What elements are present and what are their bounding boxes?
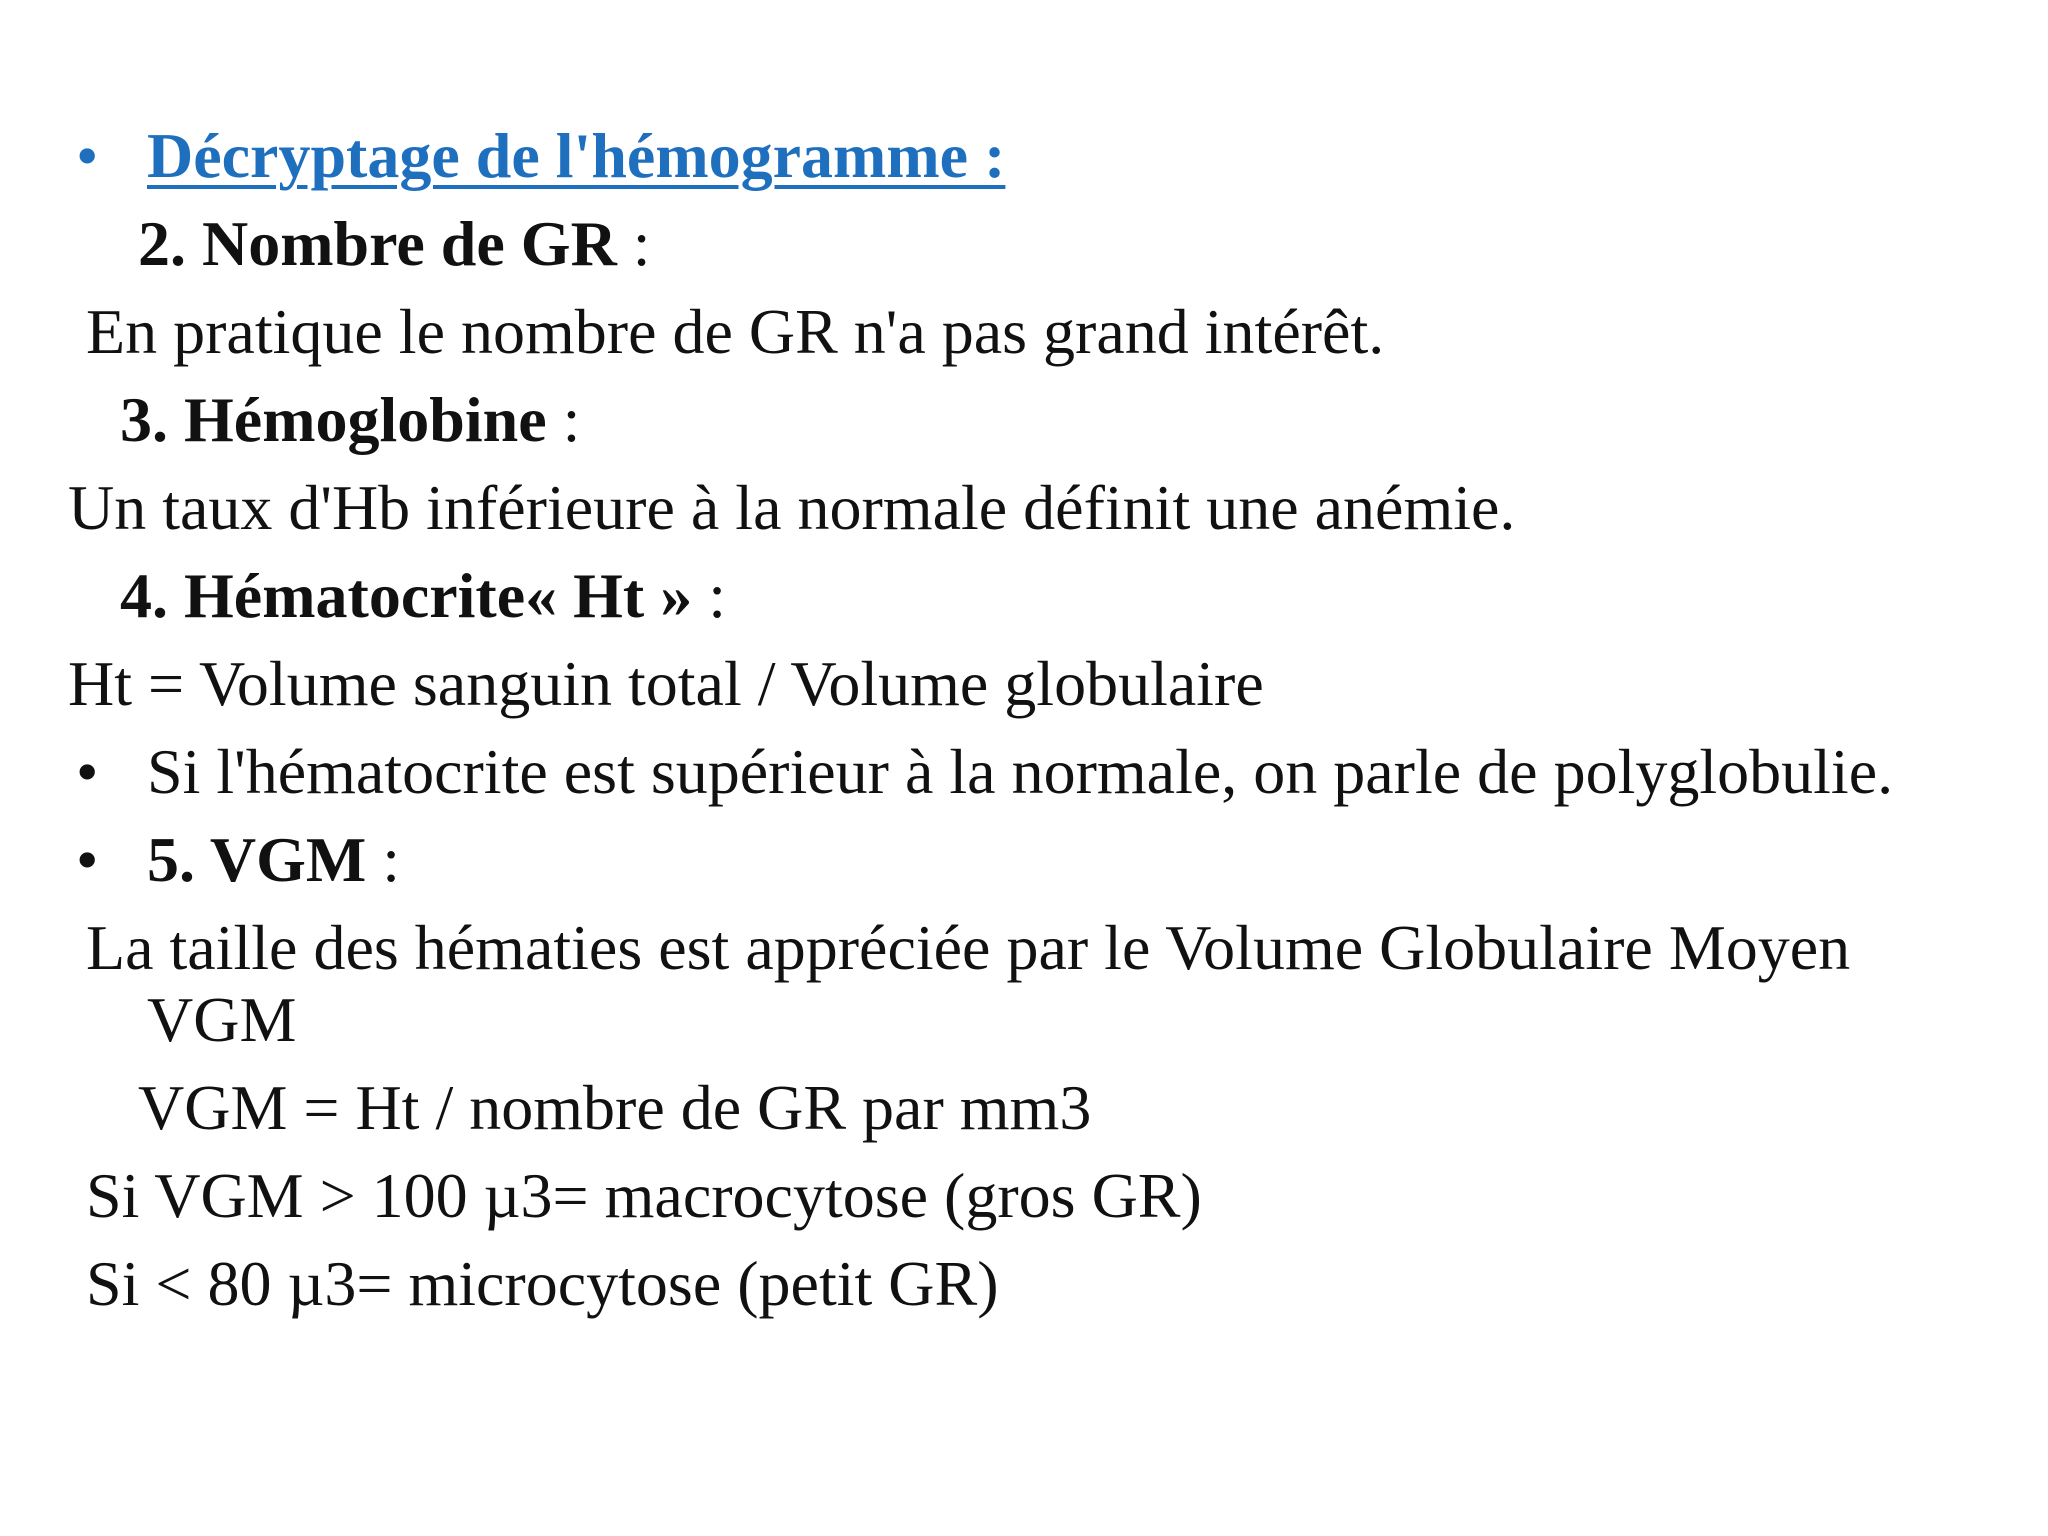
section-gr-colon: :: [616, 208, 651, 279]
section-ht-heading-text: 4. Hématocrite« Ht »: [120, 560, 693, 631]
vgm-bullet-icon: •: [76, 824, 99, 895]
section-vgm-heading-text: 5. VGM: [147, 824, 367, 895]
section-ht-formula: Ht = Volume sanguin total / Volume globulaire: [68, 648, 1264, 719]
section-vgm-text-line2: VGM: [147, 984, 297, 1055]
section-gr-heading: [138, 206, 651, 282]
section-ht-colon: :: [692, 560, 726, 631]
section-ht-heading: [120, 558, 726, 634]
section-gr-text: En pratique le nombre de GR n'a pas grand intérêt.: [86, 296, 1385, 367]
slide-title: [147, 118, 1005, 194]
section-gr-heading-text: 2. Nombre de GR: [138, 208, 617, 279]
section-vgm-macro: Si VGM > 100 µ3= macrocytose (gros GR): [86, 1160, 1202, 1231]
section-hb-heading-text: 3. Hémoglobine: [120, 384, 547, 455]
section-hb-text: Un taux d'Hb inférieure à la normale définit une anémie.: [68, 472, 1516, 543]
section-hb-heading: [120, 382, 580, 458]
section-ht-bullet-text: Si l'hématocrite est supérieur à la normale, on parle de polyglobulie.: [147, 736, 1894, 807]
slide-title-text: Décryptage de l'hémogramme :: [147, 120, 1006, 191]
section-vgm-micro: Si < 80 µ3= microcytose (petit GR): [86, 1248, 999, 1319]
title-bullet-icon: •: [76, 120, 99, 191]
section-vgm-formula: VGM = Ht / nombre de GR par mm3: [138, 1072, 1092, 1143]
section-vgm-text-line1: La taille des hématies est appréciée par le Volume Globulaire Moyen: [86, 912, 1851, 983]
section-hb-colon: :: [546, 384, 581, 455]
ht-bullet-icon: •: [76, 736, 99, 807]
section-vgm-heading: [147, 822, 400, 898]
section-vgm-colon: :: [366, 824, 401, 895]
